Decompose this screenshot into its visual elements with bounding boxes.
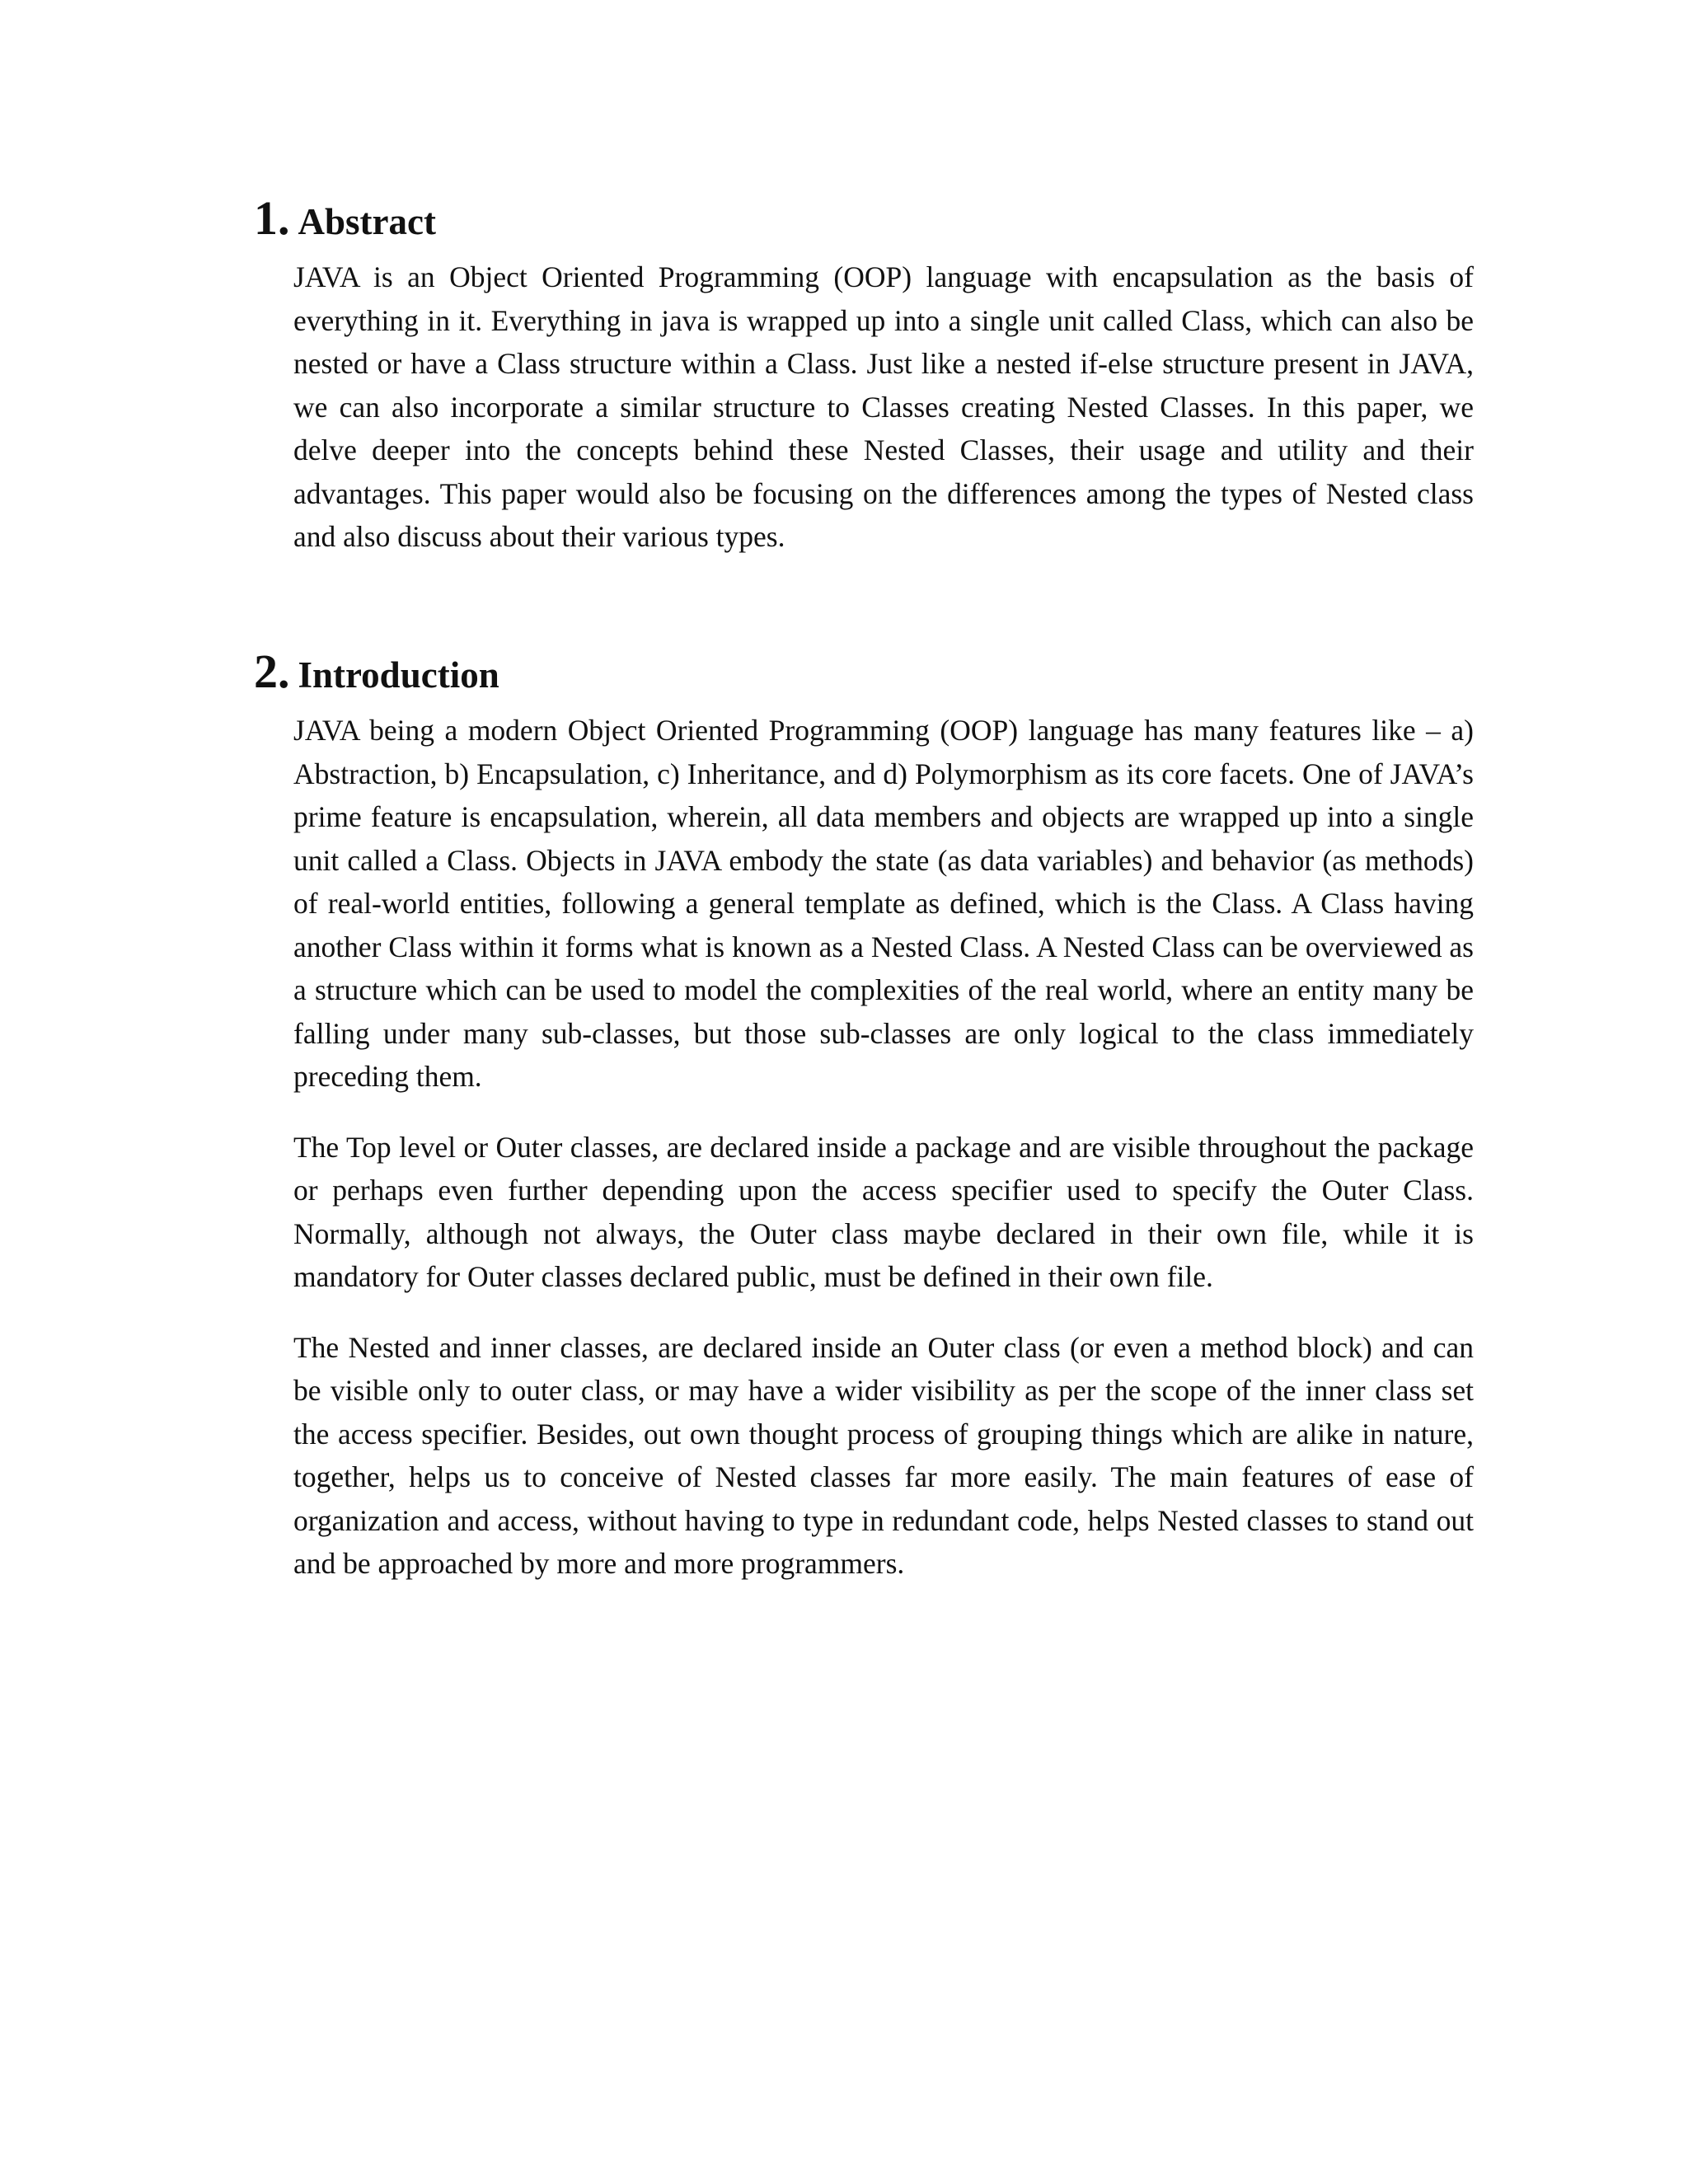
- section-heading-introduction: [254, 644, 1474, 709]
- section-body: [293, 255, 1474, 559]
- section-number: 2.: [254, 644, 290, 698]
- introduction-paragraph-3: The Nested and inner classes, are declared inside an Outer class (or even a method block) and can be visible only to outer class, or may have a wider visibility as per the scope of the inner class set the access specifier. Besides, out own thought process of grouping things which are alike in nature, together, helps us to conceive of Nested classes far more easily. The main features of ease of organization and access, without having to type in redundant code, helps Nested classes to stand out and be approached by more and more programmers.: [293, 1330, 1474, 1580]
- section-heading-abstract: [254, 191, 1474, 255]
- abstract-section: [254, 191, 1474, 559]
- introduction-paragraph-2: The Top level or Outer classes, are declared inside a package and are visible throughout the package or perhaps even further depending upon the access specifier used to specify the Outer Class. Normally, although not always, the Outer class maybe declared in their own file, while it is mandatory for Outer classes declared public, must be defined in their own file.: [293, 1130, 1474, 1293]
- abstract-paragraph: JAVA is an Object Oriented Programming (OOP) language with encapsulation as the basis of everything in it. Everything in java is wrapped up into a single unit called Class, which can also be nested or have a Class structure within a Class. Just like a nested if-else structure present in JAVA, we can also incorporate a similar structure to Classes creating Nested Classes. In this paper, we delve deeper into the concepts behind these Nested Classes, their usage and utility and their advantages. This paper would also be focusing on the differences among the types of Nested class and also discuss about their various types.: [293, 260, 1474, 553]
- introduction-section: [254, 644, 1474, 1586]
- introduction-paragraph-1: JAVA being a modern Object Oriented Programming (OOP) language has many features like – a) Abstraction, b) Encapsulation, c) Inheritance, and d) Polymorphism as its core facets. One of JAVA’s prime feature is encapsulation, wherein, all data members and objects are wrapped up into a single unit called a Class. Objects in JAVA embody the state (as data variables) and behavior (as methods) of real-world entities, following a general template as defined, which is the Class. A Class having another Class within it forms what is known as a Nested Class. A Nested Class can be overviewed as a structure which can be used to model the complexities of the real world, where an entity many be falling under many sub-classes, but those sub-classes are only logical to the class immediately preceding them.: [293, 714, 1474, 1093]
- section-number: 1.: [254, 191, 290, 245]
- section-title: Introduction: [298, 654, 499, 696]
- section-body: [293, 709, 1474, 1586]
- section-title: Abstract: [298, 201, 436, 242]
